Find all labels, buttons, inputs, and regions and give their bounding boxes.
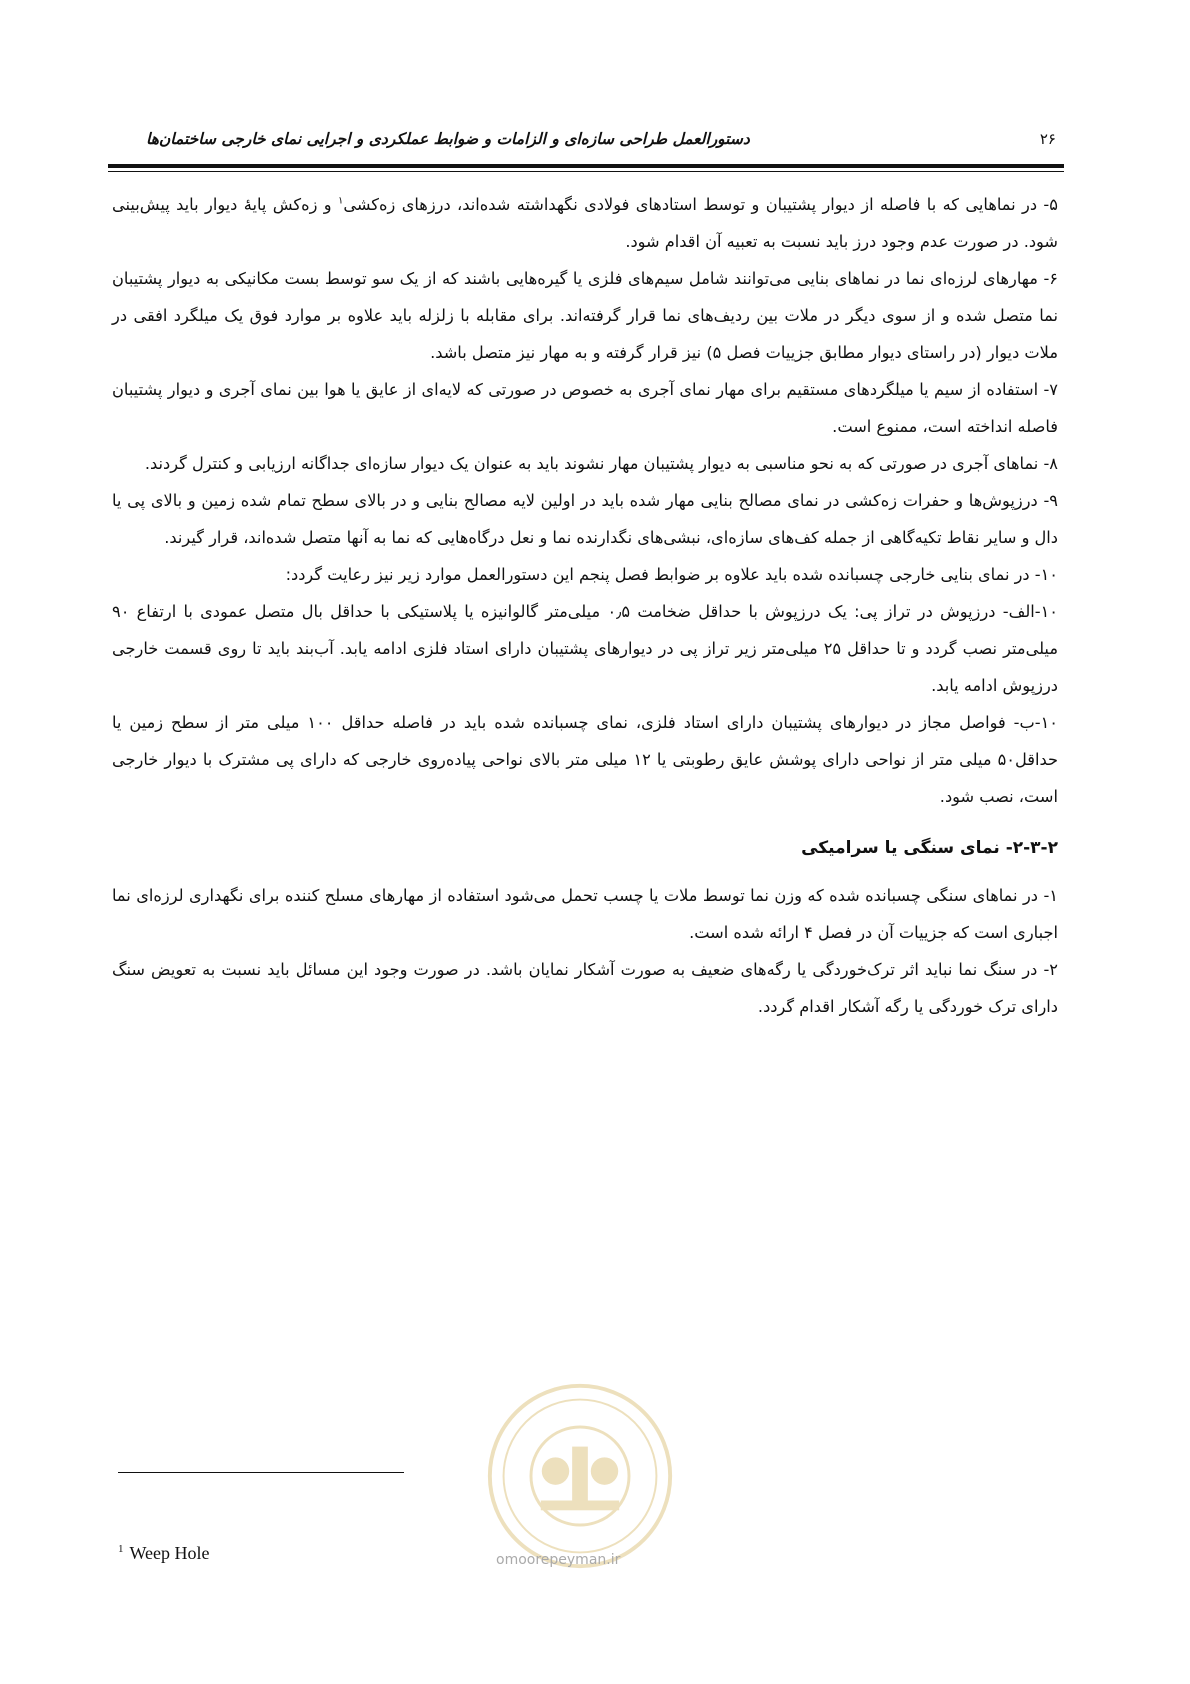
footnote (118, 1543, 210, 1564)
header-rule-thick (108, 164, 1064, 168)
footnote-rule (118, 1472, 404, 1473)
section-heading: ۲-۳-۲- نمای سنگی یا سرامیکی (801, 838, 1058, 858)
paragraph-6: ۶- مهارهای لرزه‌ای نما در نماهای بنایی می‌توانند شامل سیم‌های فلزی یا گیره‌هایی باشند که از یک سو توسط بست مکانیکی به دیوار پشتیبان نما متصل شده و از سوی دیگر در ملات بین ردیف‌های نما قرار گرفته‌اند. برای مقابله با زلزله باید علاوه بر موارد فوق یک میلگرد افقی در ملات دیوار (در راستای دیوار مطابق جزییات فصل ۵) نیز قرار گرفته و به مهار نیز متصل باشد. (112, 269, 1058, 362)
paragraph-5-start: ۵- در نماهایی که با فاصله از دیوار پشتیبان و توسط استادهای فولادی نگهداشته شده‌اند، درزهای زه‌کشی (343, 195, 1058, 214)
section-paragraph-1: ۱- در نماهای سنگی چسبانده شده که وزن نما توسط ملات یا چسب تحمل می‌شود استفاده از مهارهای مسلح کننده برای نگهداری لرزه‌ای نما اجباری است که جزییات آن در فصل ۴ ارائه شده است. (112, 886, 1058, 942)
paragraph-7: ۷- استفاده از سیم یا میلگردهای مستقیم برای مهار نمای آجری به خصوص در صورتی که لایه‌ای از عایق یا هوا بین نمای آجری و دیوار پشتیبان فاصله انداخته است، ممنوع است. (112, 380, 1058, 436)
page-number: ۲۶ (1039, 130, 1056, 148)
page-header (108, 128, 1064, 158)
running-title: دستورالعمل طراحی سازه‌ای و الزامات و ضوابط عملکردی و اجرایی نمای خارجی ساختمان‌ها (146, 130, 750, 148)
watermark-seal (482, 1378, 678, 1574)
footnote-mark: 1 (118, 1543, 124, 1555)
paragraph-9: ۹- درزپوش‌ها و حفرات زه‌کشی در نمای مصالح بنایی مهار شده باید در اولین لایه مصالح بنایی و در بالای سطح تمام شده زمین و بالای پی یا دال و سایر نقاط تکیه‌گاهی از جمله کف‌های سازه‌ای، نبشی‌های نگدارنده نما و نعل درگاه‌هایی که نما به آنها متصل شده‌اند، قرار گیرند. (112, 491, 1058, 547)
paragraph-8: ۸- نماهای آجری در صورتی که به نحو مناسبی به دیوار پشتیبان مهار نشوند باید به عنوان یک دیوار سازه‌ای جداگانه ارزیابی و کنترل گردند. (144, 454, 1058, 473)
paragraph-5 (112, 186, 1058, 260)
section-paragraph-2: ۲- در سنگ نما نباید اثر ترک‌خوردگی یا رگه‌های ضعیف به صورت آشکار نمایان باشد. در صورت وجود این مسائل باید نسبت به تعویض سنگ دارای ترک خوردگی یا رگه آشکار اقدام گردد. (112, 960, 1058, 1016)
paragraph-10a: ۱۰-الف- درزپوش در تراز پی: یک درزپوش با حداقل ضخامت ۰٫۵ میلی‌متر گالوانیزه یا پلاستیکی با حداقل بال متصل عمودی با ارتفاع ۹۰ میلی‌متر نصب گردد و تا حداقل ۲۵ میلی‌متر زیر تراز پی در دیوارهای پشتیبان دارای استاد فلزی ادامه یابد. آب‌بند باید تا روی قسمت خارجی درزپوش ادامه یابد. (112, 602, 1058, 695)
main-text (112, 186, 1058, 1025)
footnote-text: Weep Hole (129, 1543, 210, 1563)
paragraph-10b: ۱۰-ب- فواصل مجاز در دیوارهای پشتیبان دارای استاد فلزی، نمای چسبانده شده باید در فاصله حداقل ۱۰۰ میلی متر از سطح زمین یا حداقل۵۰ میلی متر از نواحی دارای پوشش عایق رطوبتی یا ۱۲ میلی متر بالای نواحی پیاده‌روی خارجی که دارای پی مشترک با دیوار خارجی است، نصب شود. (112, 713, 1058, 806)
paragraph-10: ۱۰- در نمای بنایی خارجی چسبانده شده باید علاوه بر ضوابط فصل پنجم این دستورالعمل موارد زیر نیز رعایت گردد: (285, 565, 1058, 584)
header-rule-thin (108, 171, 1064, 172)
watermark-text: omoorepeyman.ir (496, 1552, 621, 1568)
footnote-ref[interactable]: ۱ (338, 195, 344, 207)
paragraph-5-end: و زه‌کش پایهٔ دیوار باید پیش‌بینی شود. در صورت عدم وجود درز باید نسبت به تعبیه آن اقدام شود. (112, 195, 1058, 251)
